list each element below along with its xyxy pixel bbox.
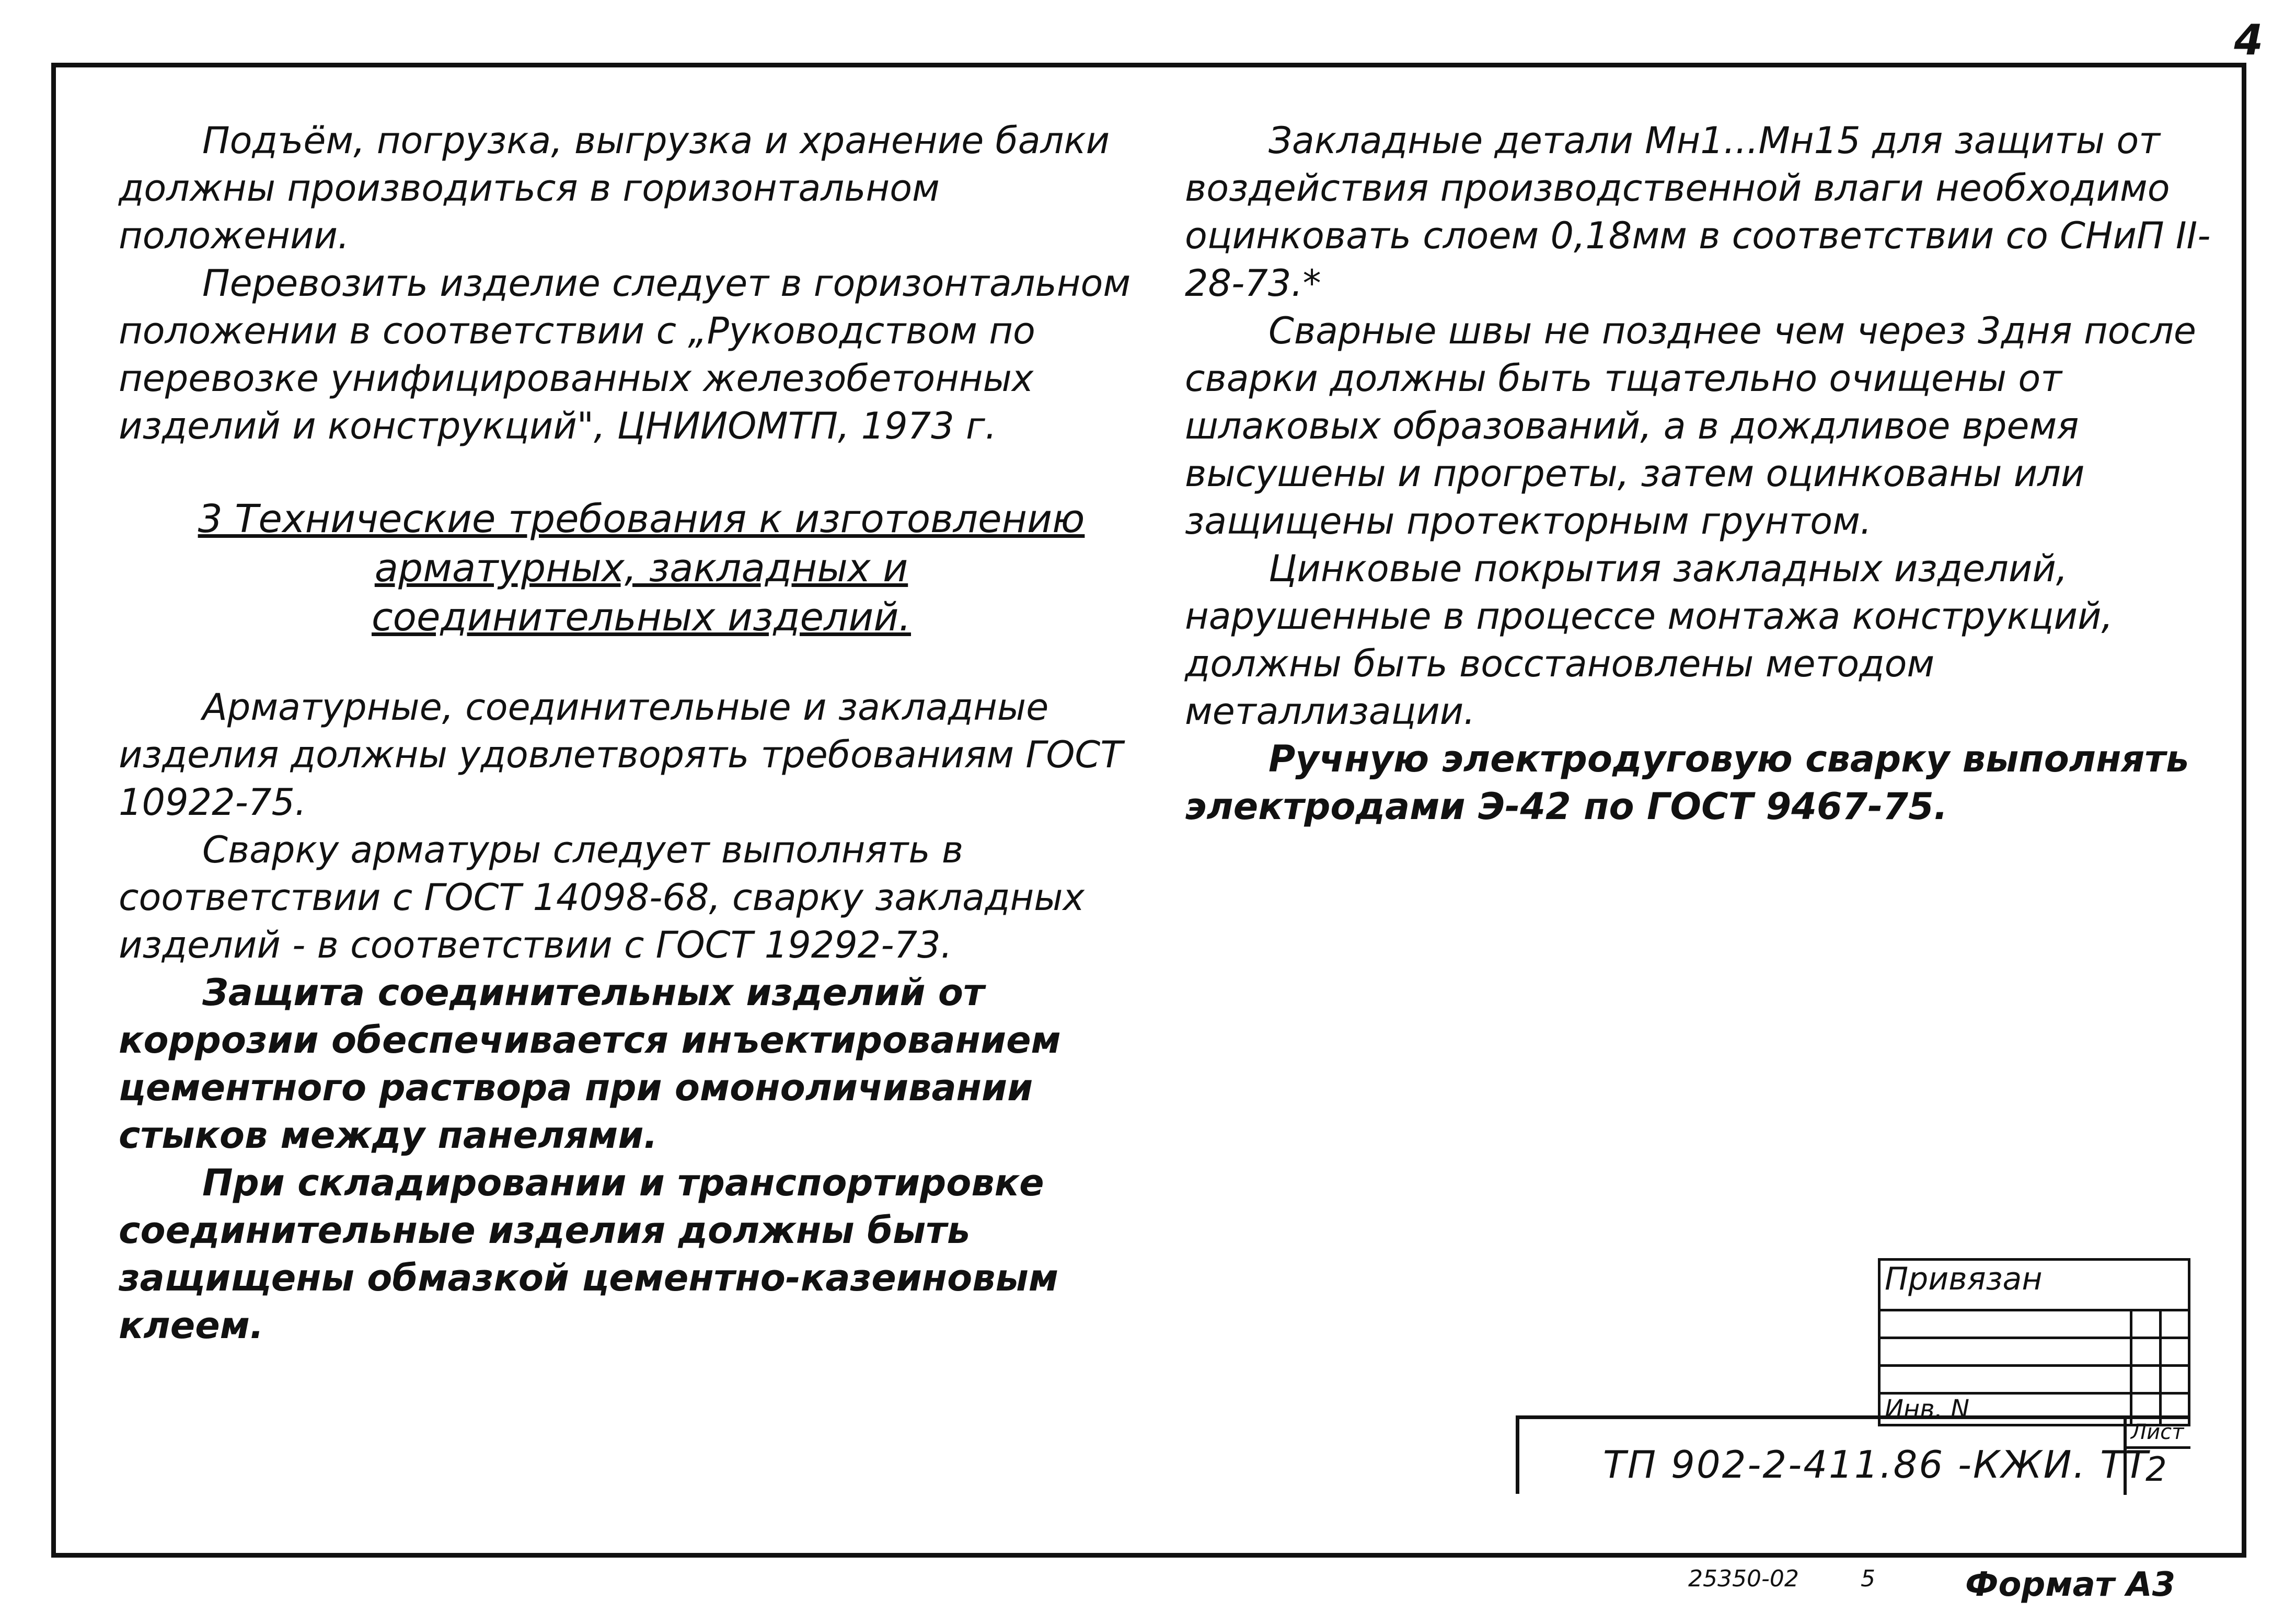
paragraph-galvanizing: Закладные детали Мн1...Мн15 для защиты от воздействия производственной влаги необходимо оцинковать слоем 0,18мм в соответствии со СНиП II-28-73.* [1185,119,2211,305]
inventory-label: Инв. N [1879,1393,2131,1425]
attachment-cell [2160,1366,2189,1393]
paragraph-corrosion: Защита соединительных изделий от коррозии обеспечивается инъектированием цементного раствора при омоноличивании стыков между панелями. [119,971,1061,1157]
paragraph-weld-cleaning: Сварные швы не позднее чем через 3дня после сварки должны быть тщательно очищены от шлаковых образований, а в дождливое время высушены и прогреты, затем оцинкованы или защищены протекторным грунтом. [1185,309,2196,543]
section-heading-line: 3 Технические требования к изготовлению [198,497,1085,542]
attachment-cell [2160,1338,2189,1366]
attached-label: Привязан [1879,1260,2189,1310]
attachment-table [1878,1258,2190,1426]
paragraph-lifting: Подъём, погрузка, выгрузка и хранение балки должны производиться в горизонтальном положении. [119,119,1110,257]
attachment-cell [1879,1366,2131,1393]
attachment-cell [1879,1338,2131,1366]
attachment-cell [2131,1366,2160,1393]
attachment-cell [1879,1310,2131,1338]
right-text-column [1185,117,2214,831]
title-block [1516,1415,2190,1494]
sheet-number: 2 [2145,1450,2167,1489]
attachment-cell [2160,1310,2189,1338]
attachment-cell [2131,1310,2160,1338]
copy-number: 5 [1861,1565,1875,1592]
page-number: 4 [2234,16,2263,64]
attachment-cell [2131,1338,2160,1366]
format-label: Формат А3 [1965,1565,2176,1604]
paragraph-requirements: Арматурные, соединительные и закладные изделия должны удовлетворять требованиям ГОСТ 10922-75. [119,686,1123,824]
left-text-column [119,117,1164,1350]
section-heading-line: соединительных изделий. [371,595,912,640]
paragraph-electrodes: Ручную электродуговую сварку выполнять электродами Э-42 по ГОСТ 9467-75. [1185,738,2189,828]
paragraph-welding: Сварку арматуры следует выполнять в соответствии с ГОСТ 14098-68, сварку закладных изделий - в соответствии с ГОСТ 19292-73. [119,828,1085,966]
archive-number: 25350-02 [1688,1565,1799,1592]
sheet-label: Лист [2131,1420,2184,1444]
paragraph-storage: При складировании и транспортировке соединительные изделия должны быть защищены обмазкой цементно-казеиновым клеем. [119,1161,1059,1347]
document-code: ТП 902-2-411.86 -КЖИ. ТТ [1603,1443,2150,1487]
section-heading-line: арматурных, закладных и [374,546,908,591]
sheet-box [2124,1419,2190,1495]
paragraph-zinc-restoration: Цинковые покрытия закладных изделий, нарушенные в процессе монтажа конструкций, должны быть восстановлены методом металлизации. [1185,547,2113,733]
sheet-divider [2127,1446,2190,1449]
section-heading [119,494,1164,642]
paragraph-transport: Перевозить изделие следует в горизонтальном положении в соответствии с „Руководством по перевозке унифицированных железобетонных изделий и конструкций", ЦНИИОМТП, 1973 г. [119,262,1131,447]
